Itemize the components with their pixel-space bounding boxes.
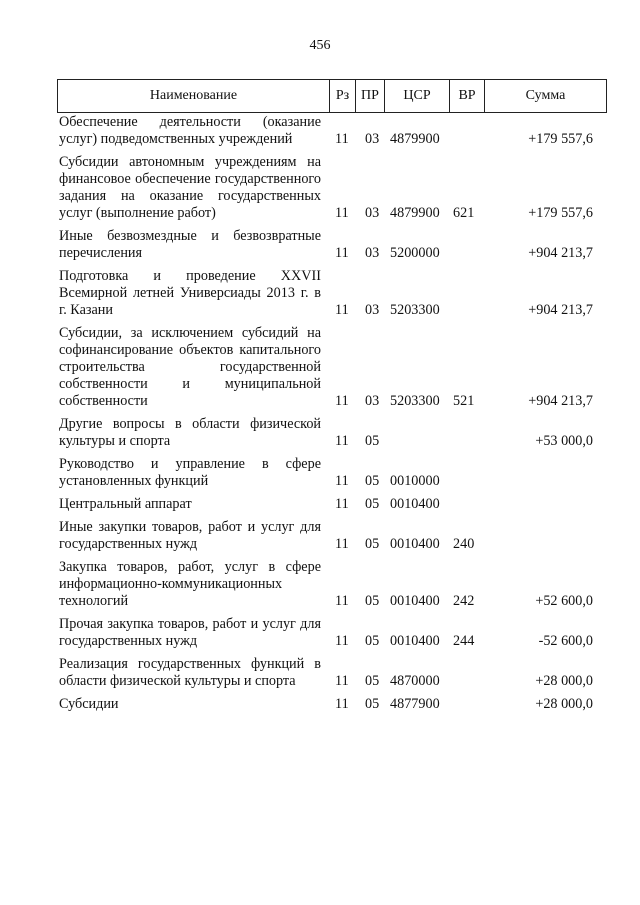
row-name: Закупка товаров, работ, услуг в сфере информационно-коммуникационных технологий xyxy=(59,559,321,609)
row-rz: 11 xyxy=(335,673,349,689)
row-csr: 5203300 xyxy=(390,302,440,318)
row-csr: 0010400 xyxy=(390,536,440,552)
table-row xyxy=(59,228,607,262)
row-name: Субсидии, за исключением субсидий на софинансирование объектов капитального строительства государственной собственности и муниципальной собственности xyxy=(59,325,321,409)
row-name: Центральный аппарат xyxy=(59,496,192,512)
row-csr: 0010000 xyxy=(390,473,440,489)
table-body xyxy=(59,114,607,719)
row-name: Реализация государственных функций в области физической культуры и спорта xyxy=(59,656,321,689)
row-name: Иные безвозмездные и безвозвратные перечисления xyxy=(59,228,321,261)
row-rz: 11 xyxy=(335,433,349,449)
row-name: Руководство и управление в сфере установленных функций xyxy=(59,456,321,489)
row-csr: 4870000 xyxy=(390,673,440,689)
table-row xyxy=(59,325,607,410)
table-row xyxy=(59,456,607,490)
row-rz: 11 xyxy=(335,245,349,261)
row-name: Субсидии xyxy=(59,696,119,712)
row-sum: +28 000,0 xyxy=(535,696,593,712)
row-name: Обеспечение деятельности (оказание услуг) подведомственных учреждений xyxy=(59,114,321,147)
row-rz: 11 xyxy=(335,536,349,552)
row-name: Подготовка и проведение XXVII Всемирной летней Универсиады 2013 г. в г. Казани xyxy=(59,268,321,318)
table-row xyxy=(59,416,607,450)
row-pr: 03 xyxy=(365,393,380,409)
row-sum: +904 213,7 xyxy=(528,302,593,318)
row-name: Иные закупки товаров, работ и услуг для государственных нужд xyxy=(59,519,321,552)
table-row xyxy=(59,616,607,650)
row-pr: 05 xyxy=(365,696,380,712)
row-vr: 521 xyxy=(453,393,475,409)
header-rz: Рз xyxy=(330,80,356,112)
table-row xyxy=(59,268,607,319)
header-csr: ЦСР xyxy=(385,80,450,112)
row-pr: 03 xyxy=(365,302,380,318)
row-vr: 240 xyxy=(453,536,475,552)
header-sum: Сумма xyxy=(525,88,566,103)
row-sum: +904 213,7 xyxy=(528,393,593,409)
row-csr: 4877900 xyxy=(390,696,440,712)
row-rz: 11 xyxy=(335,633,349,649)
row-name: Субсидии автономным учреждениям на финансовое обеспечение государственного задания на оказание государственных услуг (выполнение работ) xyxy=(59,154,321,221)
row-vr: 244 xyxy=(453,633,475,649)
page-number: 456 xyxy=(309,38,331,53)
header-vr: ВР xyxy=(450,80,485,112)
row-rz: 11 xyxy=(335,205,349,221)
row-rz: 11 xyxy=(335,131,349,147)
row-rz: 11 xyxy=(335,496,349,512)
row-csr: 4879900 xyxy=(390,205,440,221)
row-sum: +28 000,0 xyxy=(535,673,593,689)
table-row xyxy=(59,656,607,690)
row-pr: 05 xyxy=(365,673,380,689)
row-sum: -52 600,0 xyxy=(538,633,593,649)
header-name: Наименование xyxy=(58,80,330,112)
row-sum: +179 557,6 xyxy=(528,131,593,147)
header-pr: ПР xyxy=(356,80,385,112)
row-name: Другие вопросы в области физической культуры и спорта xyxy=(59,416,321,449)
table-row xyxy=(59,154,607,222)
row-sum: +179 557,6 xyxy=(528,205,593,221)
row-pr: 05 xyxy=(365,633,380,649)
table-row xyxy=(59,496,607,513)
row-pr: 05 xyxy=(365,433,380,449)
row-sum: +53 000,0 xyxy=(535,433,593,449)
row-csr: 4879900 xyxy=(390,131,440,147)
row-rz: 11 xyxy=(335,696,349,712)
row-name: Прочая закупка товаров, работ и услуг для государственных нужд xyxy=(59,616,321,649)
table-row xyxy=(59,559,607,610)
row-pr: 03 xyxy=(365,245,380,261)
row-rz: 11 xyxy=(335,393,349,409)
row-pr: 05 xyxy=(365,496,380,512)
row-csr: 0010400 xyxy=(390,496,440,512)
row-csr: 5200000 xyxy=(390,245,440,261)
row-sum: +904 213,7 xyxy=(528,245,593,261)
row-pr: 03 xyxy=(365,131,380,147)
row-vr: 621 xyxy=(453,205,475,221)
row-rz: 11 xyxy=(335,593,349,609)
row-pr: 03 xyxy=(365,205,380,221)
row-vr: 242 xyxy=(453,593,475,609)
row-rz: 11 xyxy=(335,302,349,318)
table-row xyxy=(59,114,607,148)
row-rz: 11 xyxy=(335,473,349,489)
row-pr: 05 xyxy=(365,593,380,609)
table-row xyxy=(59,696,607,713)
row-csr: 5203300 xyxy=(390,393,440,409)
row-sum: +52 600,0 xyxy=(535,593,593,609)
row-csr: 0010400 xyxy=(390,593,440,609)
row-csr: 0010400 xyxy=(390,633,440,649)
table-row xyxy=(59,519,607,553)
row-pr: 05 xyxy=(365,536,380,552)
table-header xyxy=(57,79,607,113)
row-pr: 05 xyxy=(365,473,380,489)
